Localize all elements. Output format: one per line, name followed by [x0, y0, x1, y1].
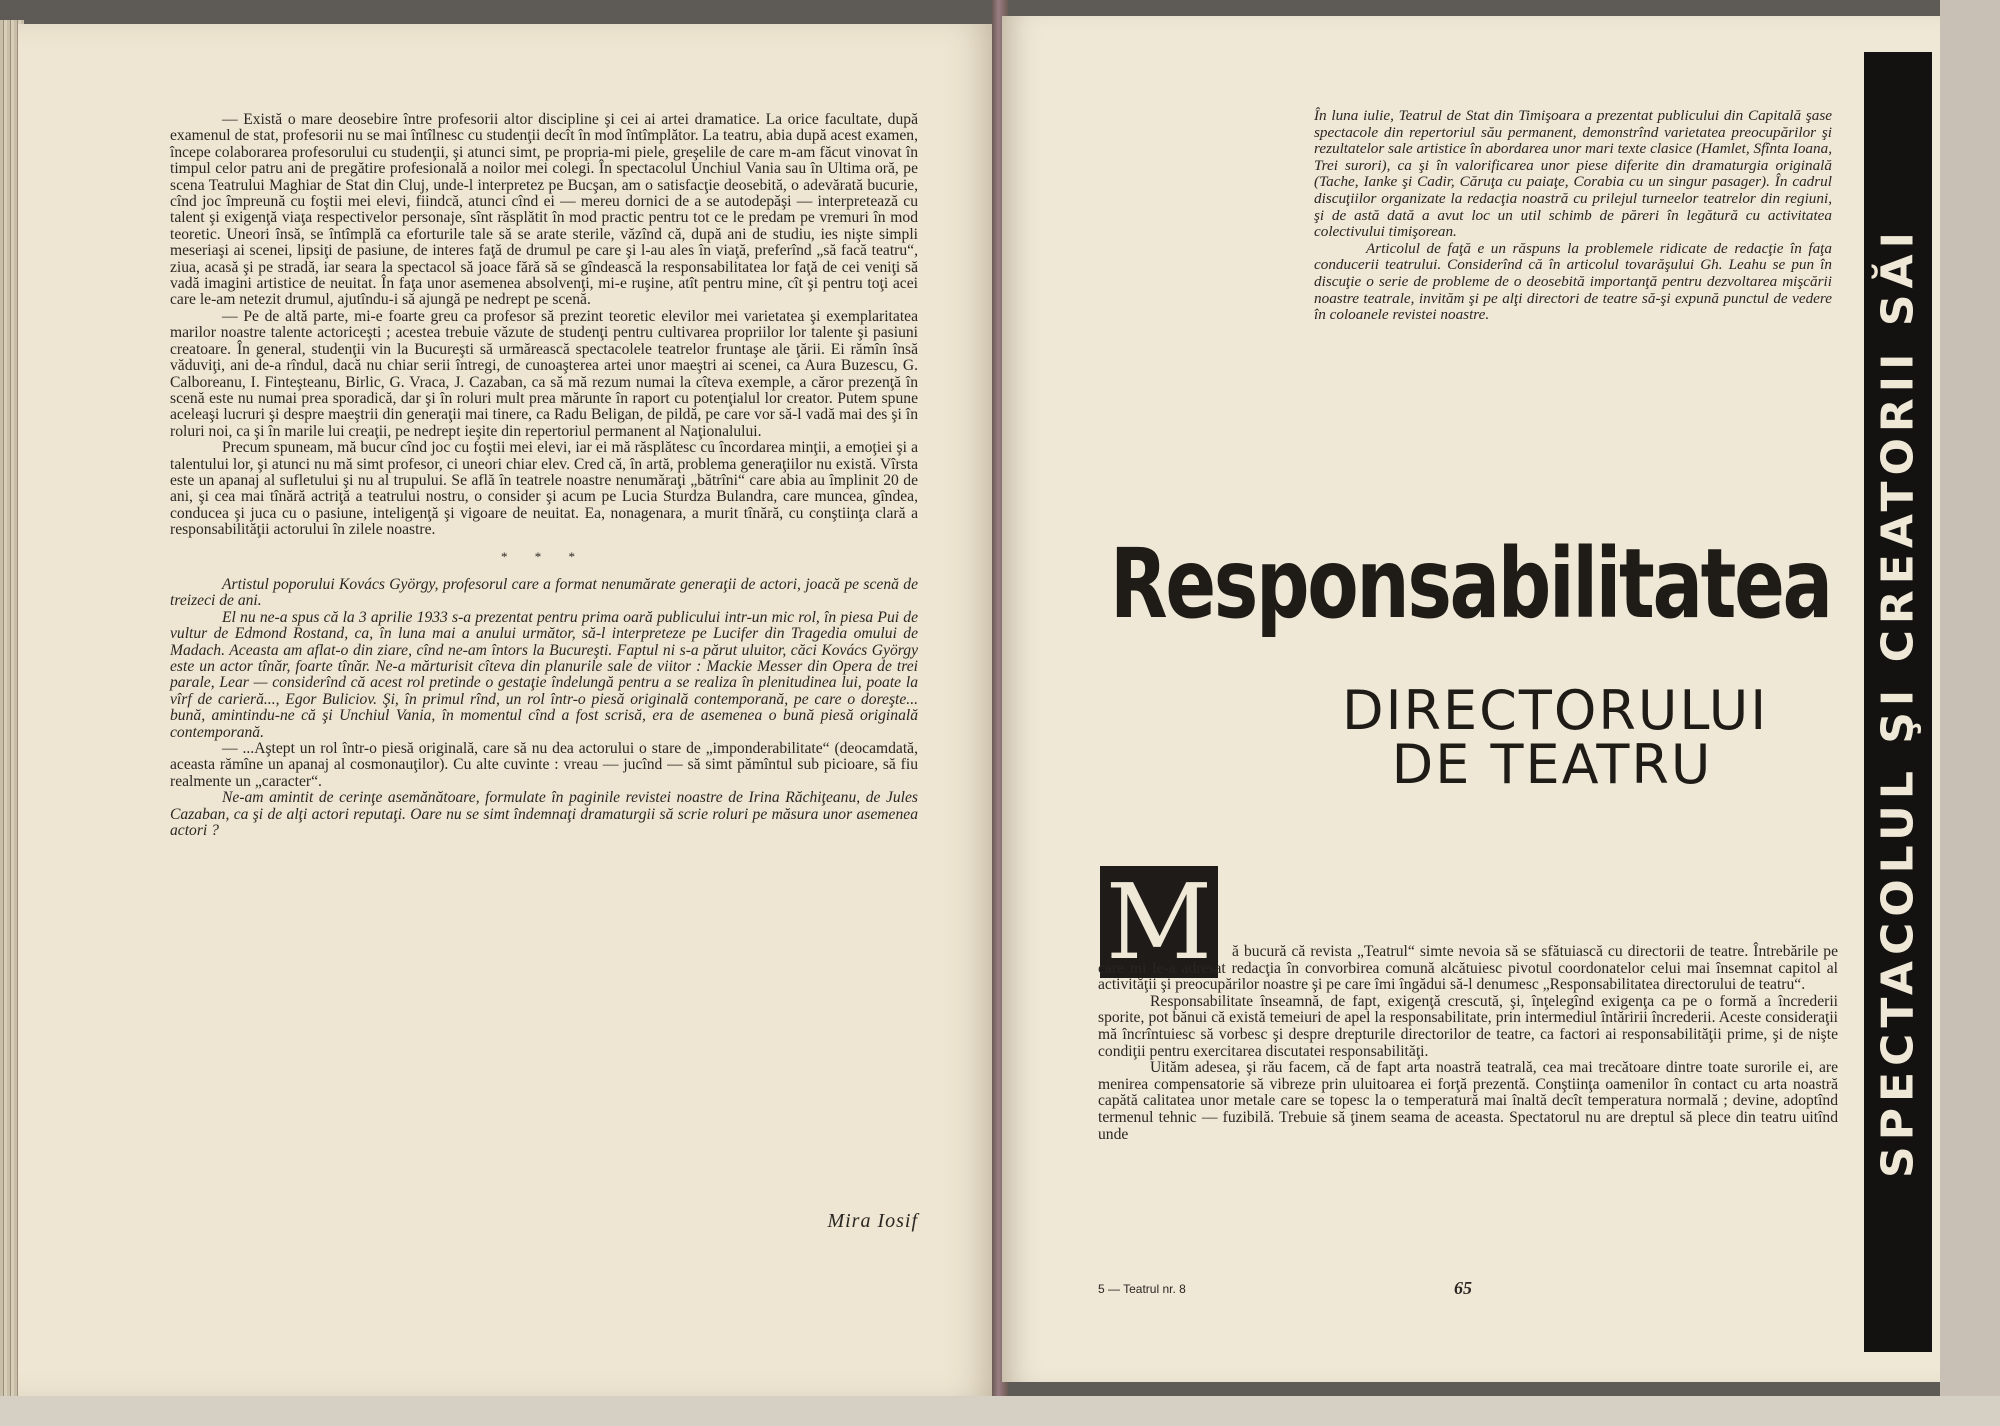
subtitle-line: DE TEATRU	[1391, 733, 1713, 796]
intro-paragraph: În luna iulie, Teatrul de Stat din Timişoara a prezentat publicului din Capitală şase spectacole din repertoriul său permanent, demonstrînd varietatea preocupărilor şi rezultatelor sale artistice în abordarea unor mari texte clasice (Hamlet, Sfînta Ioana, Trei surori), ca şi în valorificarea unor piese diferite din dramaturgia originală (Tache, Ianke şi Cadir, Căruţa cu paiaţe, Corabia cu un singur pasager). În cadrul discuţiilor organizate la redacţia noastră cu prilejul turneelor teatrelor din regiuni, şi de astă dată a avut loc un util schimb de păreri în legătură cu activitatea colectivului timişorean.	[1314, 107, 1832, 241]
editorial-intro	[1314, 108, 1832, 324]
paragraph: — Există o mare deosebire între profesorii altor discipline şi cei ai artei dramatice. La orice facultate, după examenul de stat, profesorii nu se mai întîlnesc cu studenţii decît în mod întîmplător. La teatru, abia după acest examen, începe colaborarea profesorului cu studenţii, şi atunci simt, pe propria-mi piele, greşelile de care m-am făcut vinovat în timpul celor patru ani de pregătire profesională a noilor mei colegi. În spectacolul Unchiul Vania sau în Ultima oră, pe scena Teatrului Maghiar de Stat din Cluj, unde-l interpretez pe Bucşan, am o satisfacţie deosebită, o adevărată bucurie, cînd joc împreună cu foştii mei elevi, fiindcă, atunci cînd ei — mereu dornici de a se autodepăşi — interpretează cu talent şi exigenţă viaţa respectivelor personaje, sînt răsplătit în mod practic pentru tot ce le predam pe vremuri în mod teoretic. Uneori însă, se întîmplă ca eforturile tale să se arate sterile, văzînd că, după ani de studiu, ies nişte simpli meseriaşi ai scenei, lipsiţi de pasiune, de interes faţă de drumul pe care şi l-au ales în viaţă, preferînd „să facă teatru“, ziua, acasă şi pe stradă, iar seara la spectacol să joace fără să se gîndească la responsabilitatea lor faţă de cei veniţi să vadă imagini artistice de neuitat. În faţa unor asemenea absolvenţi, mi-e ruşine, atît pentru mine, cît şi pentru toţi acei care le-am netezit drumul, ajutîndu-i să ajungă pe nedrept pe scenă.	[170, 111, 918, 309]
author-signature: Mira Iosif	[827, 1210, 918, 1232]
article-title: Responsabilitatea	[1110, 528, 1831, 640]
article-subtitle	[1342, 679, 1769, 796]
italic-paragraph: Ne-am amintit de cerinţe asemănătoare, formulate în paginile revistei noastre de Irina Răchiţeanu, de Jules Cazaban, ca şi de alţi actori reputaţi. Oare nu se simt îndemnaţi dramaturgii să scrie roluri pe măsura unor asemenea actori ?	[170, 789, 918, 840]
section-separator: * * *	[501, 548, 587, 564]
book-cover-edge	[1940, 0, 2000, 1426]
table-surface	[0, 1396, 2000, 1426]
closing-note	[170, 790, 918, 839]
drop-cap: M	[1100, 866, 1218, 978]
paragraph: ă bucură că revista „Teatrul“ simte nevoia să se sfătuiască cu directorii de teatre. Întrebările pe care mi le-a adresat redacţia în convorbirea comună alcătuiesc pivotul coordonatelor celui mai însemnat capitol al activităţii şi preocupărilor noastre şi pe care îmi îngădui să-l denumesc „Responsabilitatea directorului de teatru“.	[1098, 943, 1838, 994]
quote-paragraph: — ...Aştept un rol într-o piesă originală, care să nu dea actorului o stare de „imponderabilitate“ (deocamdată, aceasta rămîne un apanaj al cosmonauţilor). Cu alte cuvinte : vreau — jucînd — să simt pămîntul sub picioare, să fiu realmente un „caracter“.	[170, 740, 918, 790]
paragraph: Precum spuneam, mă bucur cînd joc cu foştii mei elevi, iar ei mă răsplătesc cu încordarea minţii, a emoţiei şi a talentului lor, şi atunci nu mă simt profesor, ci uneori chiar elev. Cred că, în artă, problema generaţiilor nu există. Vîrsta este un apanaj al sufletului şi nu al trupului. Se află în teatrele noastre nenumăraţi „bătrîni“ care abia au împlinit 20 de ani, şi cea mai tînără actriţă a teatrului nostru, o consider şi acum pe Lucia Sturdza Bulandra, care muncea, gîndea, conducea şi juca cu o pasiune, inteligenţă şi vigoare de neuitat. Ea, nonagenara, a murit tînără, cu conştiinţa clară a responsabilităţii actorului în zilele noastre.	[170, 439, 918, 539]
folio-line: 5 — Teatrul nr. 8	[1098, 1282, 1186, 1296]
right-page	[1002, 16, 1947, 1382]
section-band	[1864, 52, 1932, 1352]
intro-paragraph: Articolul de faţă e un răspuns la problemele ridicate de redacţie în faţa conducerii teatrului. Considerînd că în articolul tovarăşului Gh. Leahu se pun în discuţie o serie de probleme de o deosebită importanţă pentru dezvoltarea mişcării noastre teatrale, invităm şi pe alţi directori de teatre să-şi expună punctul de vedere în coloanele revistei noastre.	[1314, 239, 1832, 324]
italic-paragraph: El nu ne-a spus că la 3 aprilie 1933 s-a prezentat pentru prima oară publicului intr-un mic rol, în piesa Pui de vultur de Edmond Rostand, ca, în luna mai a anului următor, să-l interpreteze pe Lucifer din Tragedia omului de Madach. Aceasta am aflat-o din ziare, cînd ne-am întors la Bucureşti. Faptul ni s-a părut uluitor, căci Kovács György este un actor tînăr, foarte tînăr. Ne-a mărturisit cîteva din planurile sale de viitor : Mackie Messer din Opera de trei parale, Lear — considerînd că acest rol pretinde o gestaţie îndelungă pentru a se realiza în plenitudinea lui, poate la vîrf de carieră..., Egor Buliciov. Şi, în primul rînd, un rol într-o piesă originală contemporană, pe care o doreşte... bună, amintindu-ne că şi Unchiul Vania, în momentul cînd a fost scrisă, era de asemenea o bună piesă originală contemporană.	[170, 608, 918, 741]
section-band-text: SPECTACOLUL ŞI CREATORII SĂI	[1872, 226, 1924, 1178]
italic-paragraph: Artistul poporului Kovács György, profesorul care a format nenumărate generaţii de actori, joacă pe scenă de treizeci de ani.	[170, 575, 918, 610]
paragraph: Uităm adesea, şi rău facem, că de fapt arta noastră teatrală, cea mai trecătoare dintre toate surorile ei, are menirea compensatorie să vibreze prin uluitoarea ei forţă prezentă. Conştiinţa oamenilor în contact cu arta noastră capătă calitatea unor metale care se topesc la o temperatură mai înaltă decît temperatura normală ; devine, adoptînd termenul tehnic — fuzibilă. Trebuie să ţinem seama de aceasta. Spectatorul nu are dreptul să plece din teatru uitînd unde	[1098, 1059, 1838, 1143]
paragraph: Responsabilitate înseamnă, de fapt, exigenţă crescută, şi, înţelegînd exigenţa ca pe o formă a încrederii sporite, pot bănui că există temeiuri de apel la responsabilitate, prin intermediul întăririi încrederii. Aceste consideraţii mă încrîntuiesc să vorbesc şi despre drepturile directorilor de teatre, ca factori ai responsabilităţii prime, şi de nişte condiţii pentru exercitarea discutatei responsabilităţi.	[1098, 992, 1838, 1060]
editorial-note	[170, 577, 918, 741]
page-number: 65	[1454, 1278, 1472, 1298]
left-page-text	[170, 112, 918, 839]
article-body	[1098, 944, 1838, 1143]
left-page	[18, 24, 998, 1396]
paragraph: — Pe de altă parte, mi-e foarte greu ca profesor să prezint teoretic elevilor mei varietatea şi exemplaritatea marilor noastre talente actoriceşti ; acestea trebuie văzute de studenţi pentru cultivarea propriilor lor talente şi pasiuni creatoare. În general, studenţii vin la Bucureşti să urmărească spectacolele teatrelor fruntaşe ale ţării. Ei rămîn însă văduviţi, ani de-a rîndul, dacă nu chiar serii întregi, de cunoaşterea artei unor maeştri ai scenei, ca Aura Buzescu, G. Calboreanu, I. Finteşteanu, Birlic, G. Vraca, J. Cazaban, ca să mă rezum numai la cîteva exemple, a căror prezenţă în scenă este nu numai prea sporadică, dar şi în roluri mult prea mărunte în raport cu potenţialul lor creator. Putem spune aceleaşi lucruri şi despre maeştrii din generaţii mai tinere, ca Radu Beligan, de pildă, pe care vor să-l vadă mai des şi în roluri noi, ca şi în marile lui creaţii, pe nedrept ieşite din repertoriul permanent al Naţionalului.	[170, 307, 918, 440]
subtitle-line: DIRECTORULUI	[1342, 679, 1769, 742]
